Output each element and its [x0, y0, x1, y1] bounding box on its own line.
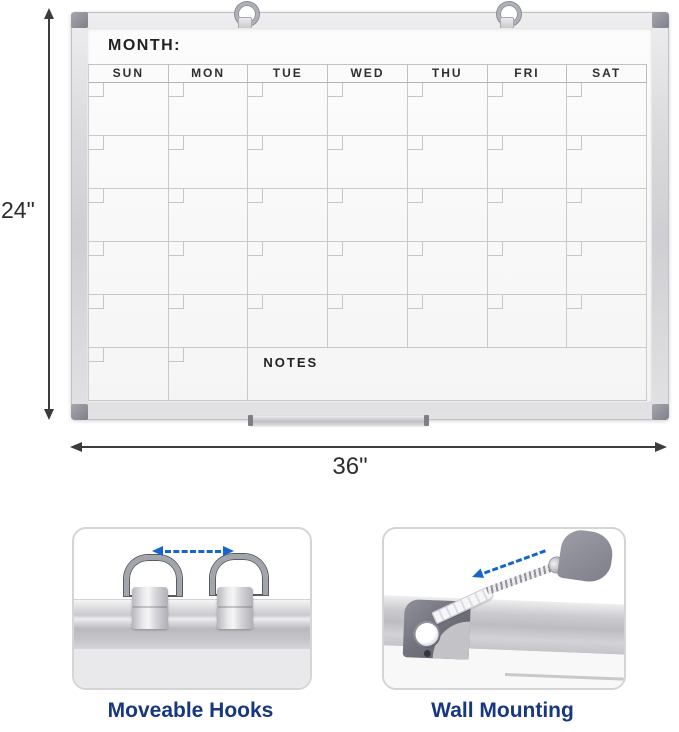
arrow-left-icon	[470, 569, 484, 582]
date-corner-box	[408, 136, 423, 150]
date-corner-box	[169, 189, 184, 203]
calendar-cell	[169, 348, 249, 401]
date-corner-box	[248, 242, 263, 256]
date-corner-box	[408, 189, 423, 203]
calendar-cell	[89, 295, 169, 348]
date-corner-box	[89, 348, 104, 362]
calendar-cell	[169, 136, 249, 189]
feature-label-moveable-hooks: Moveable Hooks	[107, 699, 274, 722]
date-corner-box	[89, 295, 104, 309]
calendar-cell	[89, 189, 169, 242]
calendar-cell	[248, 242, 328, 295]
date-corner-box	[89, 242, 104, 256]
calendar-cell	[89, 83, 169, 136]
date-corner-box	[488, 295, 503, 309]
date-corner-box	[248, 83, 263, 97]
month-label: MONTH:	[108, 37, 181, 54]
day-header-thu: THU	[408, 65, 488, 83]
calendar-cell	[248, 295, 328, 348]
corner-cap-bottom-left	[71, 404, 88, 420]
width-dimension-arrow	[70, 442, 667, 452]
hook-clip-right	[217, 587, 253, 629]
cap-screw-dot	[424, 650, 431, 657]
dashed-line	[165, 550, 221, 553]
date-corner-box	[328, 136, 343, 150]
date-corner-box	[567, 295, 582, 309]
arrow-right-icon	[655, 442, 667, 452]
date-corner-box	[169, 136, 184, 150]
date-corner-box	[328, 189, 343, 203]
calendar-cell	[488, 189, 568, 242]
calendar-header-row	[89, 65, 647, 83]
whiteboard-surface	[87, 28, 652, 403]
day-header-sat: SAT	[567, 65, 647, 83]
notes-label: NOTES	[263, 355, 319, 370]
notes-cell	[248, 348, 647, 401]
calendar-cell	[89, 136, 169, 189]
date-corner-box	[89, 136, 104, 150]
date-corner-box	[488, 189, 503, 203]
calendar-cell	[488, 295, 568, 348]
day-header-fri: FRI	[488, 65, 568, 83]
feature-label-wall-mounting: Wall Mounting	[431, 699, 574, 722]
calendar-cell	[169, 189, 249, 242]
calendar-cell	[408, 242, 488, 295]
calendar-cell	[328, 136, 408, 189]
height-dimension-arrow	[44, 8, 54, 420]
date-corner-box	[328, 83, 343, 97]
date-corner-box	[328, 295, 343, 309]
board-corner-closeup	[382, 595, 626, 690]
calendar-cell	[328, 189, 408, 242]
calendar-cell	[488, 242, 568, 295]
calendar-cell	[567, 242, 647, 295]
width-dimension-label: 36"	[332, 453, 368, 480]
date-corner-box	[567, 136, 582, 150]
calendar-cell	[169, 295, 249, 348]
height-dimension-label: 24"	[1, 197, 35, 223]
dimension-line	[78, 446, 659, 448]
date-corner-box	[408, 242, 423, 256]
dimension-line	[48, 16, 50, 412]
calendar-cell	[408, 136, 488, 189]
calendar-cell	[567, 83, 647, 136]
calendar-cell	[408, 83, 488, 136]
date-corner-box	[89, 189, 104, 203]
corner-cap-top-left	[71, 12, 88, 28]
calendar-cell	[169, 83, 249, 136]
date-corner-box	[328, 242, 343, 256]
calendar-cell	[567, 295, 647, 348]
calendar-cell	[408, 295, 488, 348]
calendar-cell	[89, 242, 169, 295]
date-corner-box	[248, 189, 263, 203]
calendar-cell	[248, 83, 328, 136]
calendar-cell	[408, 189, 488, 242]
date-corner-box	[567, 242, 582, 256]
calendar-cell	[488, 83, 568, 136]
date-corner-box	[169, 83, 184, 97]
date-corner-box	[169, 348, 184, 362]
date-corner-box	[248, 136, 263, 150]
calendar-cell	[169, 242, 249, 295]
hook-clip-left	[132, 587, 168, 629]
date-corner-box	[169, 242, 184, 256]
corner-bracket-piece	[557, 528, 615, 585]
day-header-sun: SUN	[89, 65, 169, 83]
date-corner-box	[169, 295, 184, 309]
arrow-right-icon	[223, 546, 234, 556]
marker-tray	[250, 416, 427, 425]
date-corner-box	[567, 189, 582, 203]
board-surface-closeup	[74, 649, 310, 688]
calendar-cell	[248, 136, 328, 189]
corner-cap-bottom-right	[652, 404, 669, 420]
feature-card-moveable-hooks	[72, 527, 312, 690]
move-direction-arrow-icon	[152, 545, 234, 557]
calendar-grid-body	[89, 83, 647, 401]
calendar-cell	[488, 136, 568, 189]
calendar-cell	[89, 348, 169, 401]
date-corner-box	[408, 83, 423, 97]
date-corner-box	[89, 83, 104, 97]
top-rail-closeup	[74, 599, 310, 650]
date-corner-box	[248, 295, 263, 309]
day-header-wed: WED	[328, 65, 408, 83]
calendar-cell	[328, 242, 408, 295]
corner-cap-top-right	[652, 12, 669, 28]
whiteboard	[71, 12, 669, 420]
feature-card-wall-mounting	[382, 527, 626, 690]
arrow-left-icon	[152, 546, 163, 556]
calendar-cell	[567, 189, 647, 242]
day-header-tue: TUE	[248, 65, 328, 83]
calendar-cell	[328, 83, 408, 136]
date-corner-box	[488, 83, 503, 97]
date-corner-box	[488, 136, 503, 150]
date-corner-box	[567, 83, 582, 97]
date-corner-box	[488, 242, 503, 256]
calendar-cell	[567, 136, 647, 189]
calendar-grid	[88, 64, 647, 401]
calendar-cell	[328, 295, 408, 348]
day-header-mon: MON	[169, 65, 249, 83]
date-corner-box	[408, 295, 423, 309]
arrow-down-icon	[44, 409, 54, 420]
calendar-cell	[248, 189, 328, 242]
